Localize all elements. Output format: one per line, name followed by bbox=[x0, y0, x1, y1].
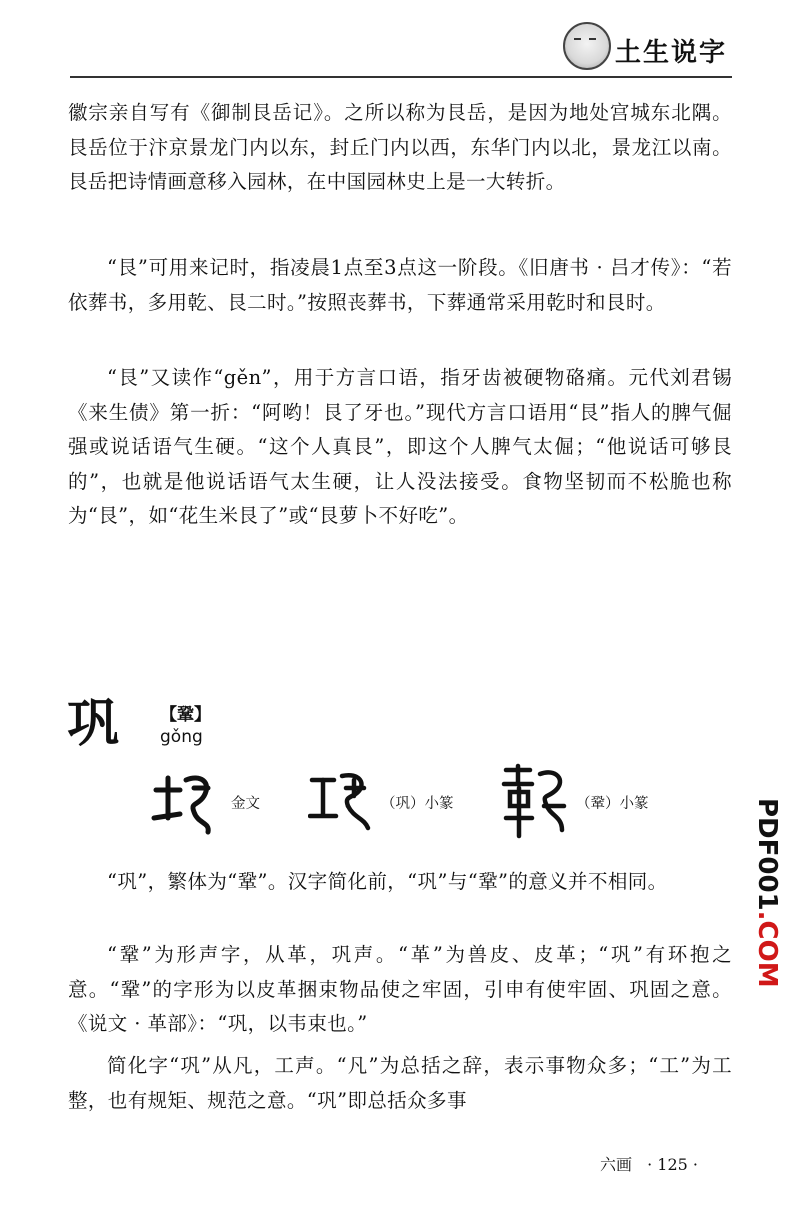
paragraph-bottom-1: “巩”，繁体为“鞏”。汉字简化前，“巩”与“鞏”的意义并不相同。 bbox=[107, 870, 668, 893]
glyph-label-seal-simplified: （巩）小篆 bbox=[381, 796, 454, 812]
entry-character: 巩 bbox=[67, 694, 120, 754]
footer-section: 六画 bbox=[600, 1155, 633, 1174]
glyph-label-seal-traditional: （鞏）小篆 bbox=[576, 796, 649, 812]
traditional-form: 【鞏】 bbox=[160, 705, 211, 725]
small-seal-glyph-traditional bbox=[500, 762, 572, 842]
small-seal-glyph-simplified bbox=[308, 766, 378, 838]
page-footer bbox=[600, 1152, 698, 1175]
paragraph-bottom-3: 简化字“巩”从凡，工声。“凡”为总括之辞，表示事物众多；“工”为工整，也有规矩、规范之意。“巩”即总括众多事 bbox=[68, 1054, 732, 1112]
glyph-label-bronze: 金文 bbox=[231, 796, 260, 812]
author-portrait-icon bbox=[563, 22, 611, 70]
book-title: 土生说字 bbox=[615, 38, 728, 68]
header-divider bbox=[70, 76, 732, 78]
paragraph-top-1: 徽宗亲自写有《御制艮岳记》。之所以称为艮岳，是因为地处宫城东北隅。艮岳位于汴京景龙门内以东，封丘门内以西，东华门内以北，景龙江以南。艮岳把诗情画意移入园林，在中国园林史上是一大转折。 bbox=[68, 101, 732, 193]
pinyin: gǒng bbox=[160, 727, 203, 747]
side-watermark bbox=[752, 798, 782, 988]
header-logo bbox=[563, 18, 735, 76]
bronze-script-glyph bbox=[150, 766, 222, 838]
watermark-text-domain: .COM bbox=[752, 910, 782, 988]
paragraph-top-2: “艮”可用来记时，指凌晨1点至3点这一阶段。《旧唐书 · 吕才传》：“若依葬书，多用乾、艮二时。”按照丧葬书，下葬通常采用乾时和艮时。 bbox=[68, 256, 732, 314]
paragraph-bottom-2: “鞏”为形声字，从革，巩声。“革”为兽皮、皮革；“巩”有环抱之意。“鞏”的字形为以皮革捆束物品使之牢固，引申有使牢固、巩固之意。《说文 · 革部》：“巩，以韦束也。” bbox=[68, 943, 732, 1035]
watermark-text-main: PDF001 bbox=[752, 798, 782, 911]
paragraph-top-3: “艮”又读作“gěn”，用于方言口语，指牙齿被硬物硌痛。元代刘君锡《来生债》第一折：“阿哟！艮了牙也。”现代方言口语用“艮”指人的脾气倔强或说话语气生硬。“这个人真艮”，即这个人脾气太倔；“他说话可够艮的”，也就是他说话语气太生硬，让人没法接受。食物坚韧而不松脆也称为“艮”，如“花生米艮了”或“艮萝卜不好吃”。 bbox=[68, 366, 732, 527]
page-number: · 125 · bbox=[647, 1155, 698, 1174]
